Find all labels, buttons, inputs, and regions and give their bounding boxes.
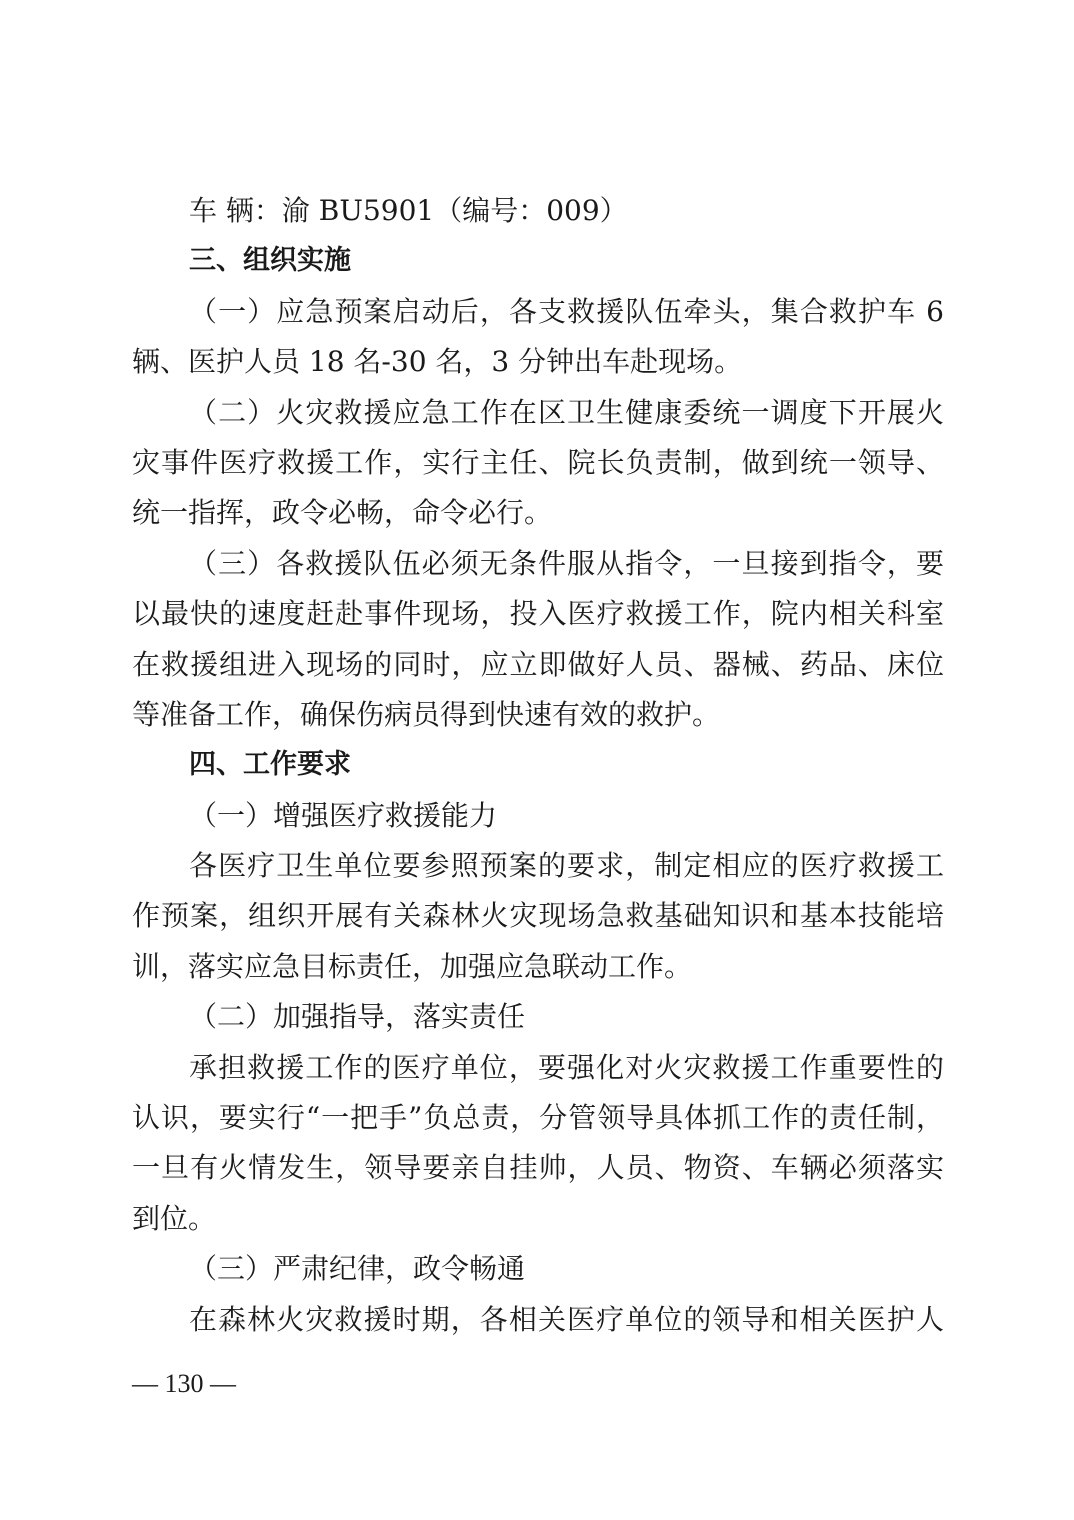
text-line: （三）各救援队伍必须无条件服从指令，一旦接到指令，要 [189, 546, 944, 580]
text-line: 以最快的速度赶赴事件现场，投入医疗救援工作，院内相关科室 [132, 597, 944, 631]
text-line: （三）严肃纪律，政令畅通 [189, 1252, 526, 1286]
text-line: 辆、医护人员 18 名-30 名，3 分钟出车赴现场。 [132, 345, 743, 379]
text-line: 车 辆：渝 BU5901（编号：009） [189, 194, 628, 227]
text-line: （一）应急预案启动后，各支救援队伍牵头，集合救护车 6 [189, 294, 944, 328]
text-line: 认识，要实行“一把手”负总责，分管领导具体抓工作的责任制， [132, 1101, 944, 1135]
text-line: （二）火灾救援应急工作在区卫生健康委统一调度下开展火 [189, 395, 944, 429]
section-heading: 三、组织实施 [189, 245, 351, 277]
document-body [132, 186, 944, 1345]
text-line: （一）增强医疗救援能力 [189, 798, 498, 832]
text-line: 到位。 [132, 1201, 217, 1235]
text-line: 训，落实应急目标责任，加强应急联动工作。 [132, 949, 693, 983]
text-line: 统一指挥，政令必畅，命令必行。 [132, 496, 553, 530]
text-line: 承担救援工作的医疗单位，要强化对火灾救援工作重要性的 [189, 1050, 944, 1084]
text-line: 作预案，组织开展有关森林火灾现场急救基础知识和基本技能培 [132, 899, 944, 933]
page-number: — 130 — [132, 1369, 236, 1398]
text-line: 各医疗卫生单位要参照预案的要求，制定相应的医疗救援工 [189, 849, 944, 883]
text-line: 灾事件医疗救援工作，实行主任、院长负责制，做到统一领导、 [132, 445, 944, 479]
text-line: （二）加强指导，落实责任 [189, 1000, 526, 1034]
section-heading: 四、工作要求 [189, 749, 351, 781]
text-line: 在救援组进入现场的同时，应立即做好人员、器械、药品、床位 [132, 647, 944, 681]
text-line: 在森林火灾救援时期，各相关医疗单位的领导和相关医护人 [189, 1302, 944, 1336]
text-line: 一旦有火情发生，领导要亲自挂帅，人员、物资、车辆必须落实 [132, 1151, 944, 1185]
text-line: 等准备工作，确保伤病员得到快速有效的救护。 [132, 697, 721, 731]
